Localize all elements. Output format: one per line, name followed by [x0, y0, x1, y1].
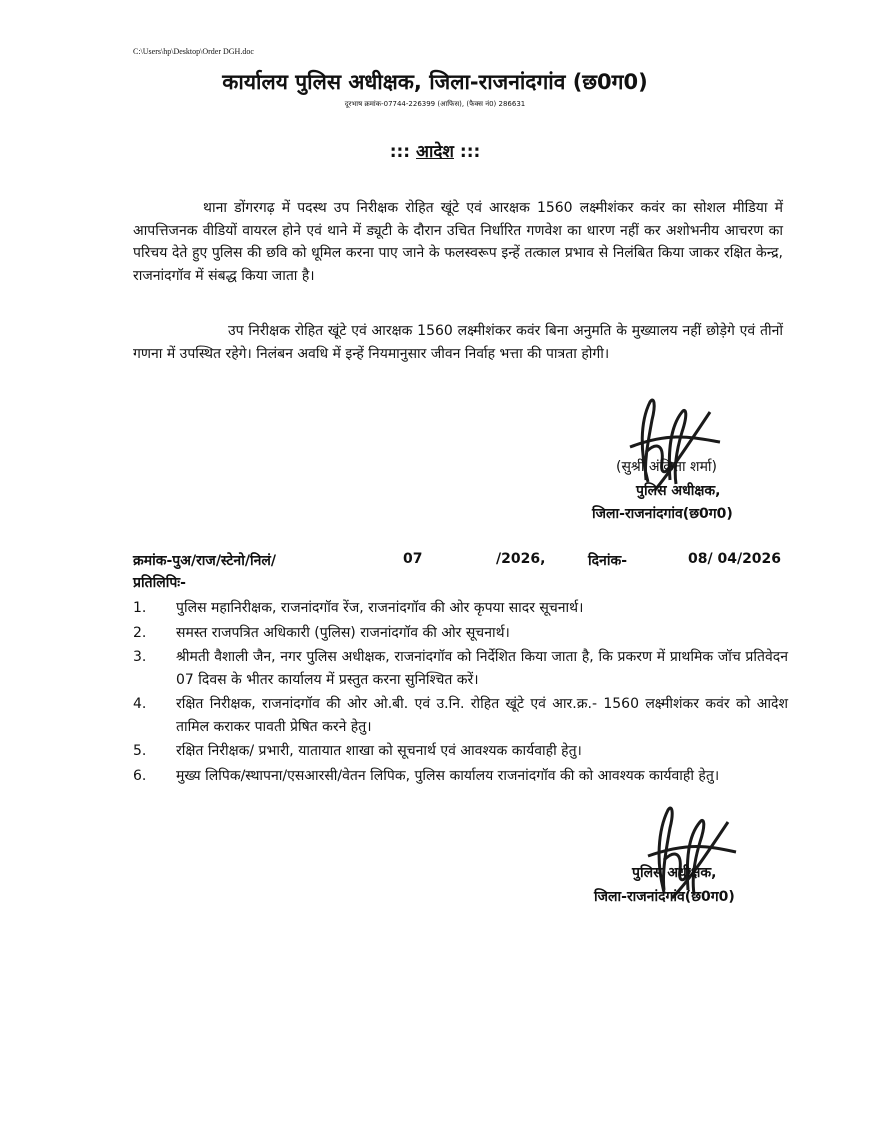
office-phone-line: दूरभाष क्रमांक-07744-226399 (आफिस), (फैक्स नं0) 286631: [344, 100, 526, 108]
order-paragraph-2: उप निरीक्षक रोहित खूंटे एवं आरक्षक 1560 लक्ष्मीशंकर कवंर बिना अनुमति के मुख्यालय नहीं छोड़ेगे एवं तीनों गणना में उपस्थित रहेगे। निलंबन अवधि में इन्हें नियमानुसार जीवन निर्वाह भत्ता की पात्रता होगी।: [133, 323, 783, 362]
list-item: [133, 693, 788, 738]
signatory-2-designation: पुलिस अधीक्षक,: [632, 865, 717, 881]
office-title: कार्यालय पुलिस अधीक्षक, जिला-राजनांदगांव (छ0ग0): [222, 70, 648, 94]
signatory-district: जिला-राजनांदगांव(छ0ग0): [592, 506, 733, 522]
signatory-name: (सुश्री अंकिता शर्मा): [616, 459, 718, 475]
signature-2: [630, 800, 780, 900]
list-item-number: 2.: [133, 624, 147, 641]
order-heading-word: आदेश: [416, 142, 454, 162]
list-item-number: 6.: [133, 767, 147, 784]
signatory-2-district: जिला-राजनांदगांव(छ0ग0): [594, 889, 735, 905]
reference-number: 07: [403, 551, 423, 567]
order-heading-suffix: :::: [459, 142, 481, 162]
order-heading-prefix: :::: [389, 142, 411, 162]
file-path: C:\Users\hp\Desktop\Order DGH.doc: [133, 47, 254, 56]
list-item: [133, 740, 788, 763]
reference-line: [133, 551, 788, 573]
reference-year: /2026,: [496, 551, 546, 567]
copies-list: [133, 597, 788, 789]
list-item: [133, 646, 788, 691]
reference-number-prefix: क्रमांक-पुअ/राज/स्टेनो/निलं/: [133, 553, 276, 569]
list-item: [133, 765, 788, 788]
list-item-text: रक्षित निरीक्षक/ प्रभारी, यातायात शाखा को सूचनार्थ एवं आवश्यक कार्यवाही हेतु।: [176, 743, 582, 759]
list-item-text: पुलिस महानिरीक्षक, राजनांदगॉव रेंज, राजनांदगॉव की ओर कृपया सादर सूचनार्थ।: [176, 600, 584, 616]
list-item-text: रक्षित निरीक्षक, राजनांदगॉव की ओर ओ.बी. एवं उ.नि. रोहित खूंटे एवं आर.क्र.- 1560 लक्ष्मीशंकर कवंर को आदेश तामिल कराकर पावती प्रेषित करने हेतु।: [176, 696, 788, 735]
list-item-text: समस्त राजपत्रित अधिकारी (पुलिस) राजनांदगॉव की ओर सूचनार्थ।: [176, 624, 510, 641]
copies-heading: प्रतिलिपिः-: [133, 575, 186, 591]
reference-date-label: दिनांक-: [588, 553, 628, 569]
list-item-number: 3.: [133, 649, 147, 665]
list-item-number: 5.: [133, 743, 147, 759]
list-item-text: श्रीमती वैशाली जैन, नगर पुलिस अधीक्षक, राजनांदगॉव को निर्देशित किया जाता है, कि प्रकरण में प्राथमिक जॉच प्रतिवेदन 07 दिवस के भीतर कार्यालय में प्रस्तुत करना सुनिश्चित करें।: [176, 649, 788, 688]
reference-date: 08/ 04/2026: [688, 551, 782, 567]
order-heading: [0, 139, 870, 162]
list-item: [133, 597, 788, 620]
list-item: [133, 622, 788, 645]
list-item-text: मुख्य लिपिक/स्थापना/एसआरसी/वेतन लिपिक, पुलिस कार्यालय राजनांदगॉव की को आवश्यक कार्यवाही हेतु।: [176, 767, 720, 784]
order-paragraph-1: थाना डोंगरगढ़ में पदस्थ उप निरीक्षक रोहित खूंटे एवं आरक्षक 1560 लक्ष्मीशंकर कवंर का सोशल मीडिया में आपत्तिजनक वीडियों वायरल होने एवं थाने में ड्यूटी के दौरान उचित निर्धारित गणवेश का धारण नहीं कर अशोभनीय आचरण का परिचय देते हुए पुलिस की छवि को धूमिल करना पाए जाने के फलस्वरूप इन्हें तत्काल प्रभाव से निलंबित किया जाकर रक्षित केन्द्र, राजनांदगॉव में संबद्ध किया जाता है।: [133, 200, 783, 284]
signatory-designation: पुलिस अधीक्षक,: [636, 483, 721, 499]
list-item-number: 1.: [133, 600, 147, 616]
signature-1: [610, 392, 770, 492]
list-item-number: 4.: [133, 696, 147, 712]
